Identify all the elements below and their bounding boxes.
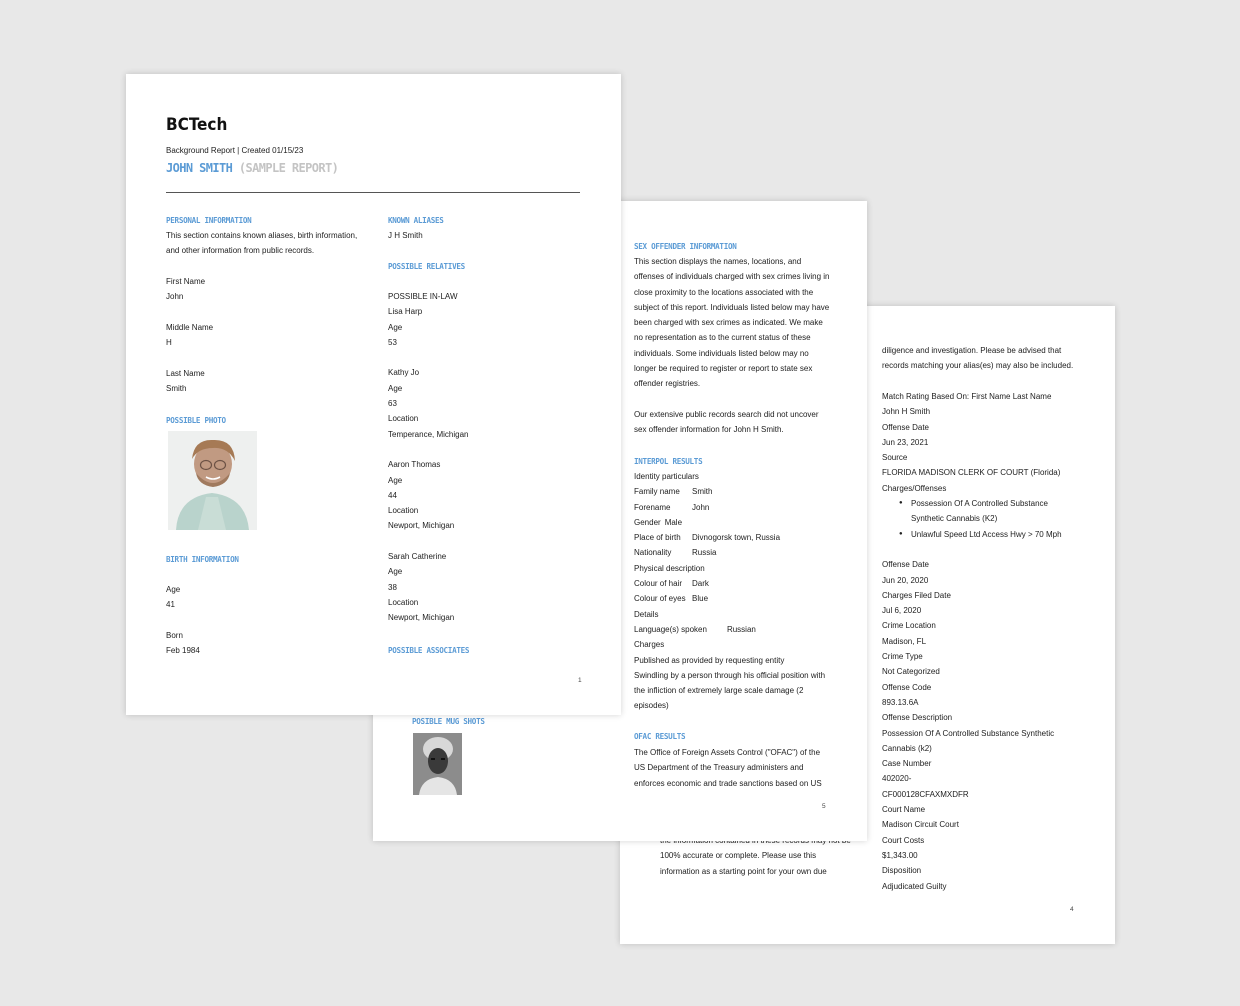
record-line: Madison Circuit Court <box>882 820 959 830</box>
interpol-key: Colour of eyes <box>634 594 686 604</box>
page-number: 5 <box>822 803 826 810</box>
section-heading-ofac: OFAC RESULTS <box>634 732 686 741</box>
interpol-row <box>634 607 825 622</box>
relative-line: Sarah Catherine <box>388 552 447 562</box>
interpol-row <box>634 622 825 637</box>
interpol-row <box>634 500 825 515</box>
sex-offender-line: close proximity to the locations associated with the <box>634 287 814 297</box>
interpol-row <box>634 637 825 652</box>
relatives-list <box>388 289 468 626</box>
interpol-key: Details <box>634 609 659 619</box>
interpol-value: Divnogorsk town, Russia <box>692 533 781 543</box>
page-number: 1 <box>578 677 582 684</box>
field-value: 41 <box>166 600 175 610</box>
page4-intro <box>882 343 1073 374</box>
relative-line <box>388 350 468 365</box>
relative-line: Age <box>388 475 403 485</box>
title-divider <box>166 192 580 193</box>
interpol-value: Russia <box>692 548 717 558</box>
record-line: Charges/Offenses <box>882 483 947 493</box>
sex-offender-line <box>634 392 830 407</box>
relative-line: Age <box>388 322 403 332</box>
personal-line: This section contains known aliases, birth information, <box>166 231 358 240</box>
relative-line: Age <box>388 383 403 393</box>
sex-offender-line: no representation as to the current status of these <box>634 333 811 343</box>
relative-line: 38 <box>388 582 397 592</box>
interpol-key: Published as provided by requesting entity <box>634 655 785 665</box>
interpol-key: Place of birth <box>634 533 681 543</box>
report-subtitle: Background Report | Created 01/15/23 <box>166 146 304 155</box>
relative-line: Newport, Michigan <box>388 521 455 531</box>
sample-label: (SAMPLE REPORT) <box>238 161 339 175</box>
section-heading-mug-shots: POSIBLE MUG SHOTS <box>412 717 485 726</box>
interpol-key: Identity particulars <box>634 472 699 481</box>
interpol-row <box>634 576 825 591</box>
record-line: Synthetic Cannabis (K2) <box>911 514 998 524</box>
page-number: 4 <box>1070 906 1074 913</box>
relative-line: POSSIBLE IN-LAW <box>388 292 458 301</box>
interpol-value: Smith <box>692 487 713 497</box>
interpol-value: Blue <box>692 594 709 604</box>
record-line: Jun 23, 2021 <box>882 437 929 447</box>
section-heading-interpol: INTERPOL RESULTS <box>634 457 703 466</box>
report-page-1 <box>126 74 621 715</box>
brand-logo: BCTech <box>166 115 228 135</box>
field-label: Middle Name <box>166 322 214 332</box>
record-line: Offense Date <box>882 422 929 432</box>
record-line: Offense Date <box>882 560 929 570</box>
relative-line: Newport, Michigan <box>388 613 455 623</box>
section-heading-personal: PERSONAL INFORMATION <box>166 216 252 225</box>
record-line: Offense Code <box>882 682 932 692</box>
interpol-row <box>634 683 825 698</box>
mug-shot-image <box>413 733 462 795</box>
ofac-line: enforces economic and trade sanctions based on US <box>634 778 822 788</box>
record-line: Possession Of A Controlled Substance Synthetic <box>882 728 1055 738</box>
relative-line: Age <box>388 567 403 577</box>
interpol-key: Gender <box>634 517 661 527</box>
section-heading-sex-offender: SEX OFFENDER INFORMATION <box>634 242 737 251</box>
interpol-key: Language(s) spoken <box>634 624 707 634</box>
sex-offender-line: offender registries. <box>634 379 701 389</box>
page4-intro-line: diligence and investigation. Please be advised that <box>882 346 1062 355</box>
report-title <box>166 159 338 177</box>
personal-fields <box>166 274 213 412</box>
field-label: Age <box>166 585 181 594</box>
ofac-line: The Office of Foreign Assets Control ("OFAC") of the <box>634 748 821 757</box>
interpol-results-list <box>634 469 825 714</box>
record-line: Source <box>882 453 908 463</box>
interpol-row <box>634 515 825 530</box>
subject-name: JOHN SMITH <box>166 161 233 175</box>
record-line: Court Name <box>882 805 926 815</box>
sex-offender-line: longer be required to register or report to state sex <box>634 364 813 374</box>
record-line: John H Smith <box>882 407 931 417</box>
interpol-key: Forename <box>634 502 671 512</box>
spacer <box>166 658 200 673</box>
interpol-key: Family name <box>634 487 680 497</box>
relative-line: Temperance, Michigan <box>388 429 469 439</box>
section-heading-birth: BIRTH INFORMATION <box>166 555 239 564</box>
record-line: 402020- <box>882 774 912 784</box>
interpol-key: Nationality <box>634 548 672 558</box>
interpol-value: Dark <box>692 579 709 589</box>
relative-line: Lisa Harp <box>388 307 423 317</box>
possible-photo <box>168 431 257 530</box>
sex-offender-line: Our extensive public records search did not uncover <box>634 409 819 419</box>
sex-offender-line: been charged with sex crimes as indicated. We make <box>634 318 823 328</box>
spacer <box>166 305 213 320</box>
relative-line: 53 <box>388 337 397 347</box>
spacer <box>166 396 213 411</box>
record-line: Match Rating Based On: First Name Last Name <box>882 392 1052 401</box>
section-heading-associates: POSSIBLE ASSOCIATES <box>388 646 470 655</box>
record-line: Crime Type <box>882 652 923 662</box>
person-photo-image <box>168 431 257 530</box>
interpol-row <box>634 668 825 683</box>
sex-offender-line: sex offender information for John H Smith. <box>634 425 784 435</box>
record-line <box>882 542 1062 557</box>
sex-offender-line: This section displays the names, locations, and <box>634 257 802 266</box>
relative-line: 63 <box>388 399 397 409</box>
interpol-row <box>634 698 825 713</box>
personal-line: and other information from public records. <box>166 246 315 256</box>
record-line: Adjudicated Guilty <box>882 881 947 891</box>
relative-line: Location <box>388 414 419 424</box>
field-value: H <box>166 338 172 348</box>
sex-offender-line: subject of this report. Individuals listed below may have <box>634 302 830 312</box>
alias-value: J H Smith <box>388 231 423 240</box>
page4-intro-line: records matching your alias(es) may also be included. <box>882 361 1074 371</box>
record-line: FLORIDA MADISON CLERK OF COURT (Florida) <box>882 468 1061 478</box>
relative-line <box>388 534 468 549</box>
record-line: Court Costs <box>882 835 925 845</box>
sex-offender-line: offenses of individuals charged with sex crimes living in <box>634 272 830 282</box>
record-line: Jul 6, 2020 <box>882 606 922 616</box>
section-heading-aliases: KNOWN ALIASES <box>388 216 444 225</box>
interpol-key: the infliction of extremely large scale damage (2 <box>634 686 804 696</box>
record-line: 893.13.6A <box>882 697 919 707</box>
charge-bullet-item: ● Possession Of A Controlled Substance <box>882 496 1062 511</box>
section-heading-photo: POSSIBLE PHOTO <box>166 416 226 425</box>
field-label: Born <box>166 630 183 640</box>
record-line: Not Categorized <box>882 667 940 677</box>
sex-offender-text <box>634 254 830 438</box>
relative-line: Location <box>388 597 419 607</box>
relative-line <box>388 442 468 457</box>
relative-line: Location <box>388 506 419 516</box>
interpol-value: Male <box>664 517 683 527</box>
field-label: First Name <box>166 277 206 286</box>
spacer <box>166 350 213 365</box>
relative-line: Kathy Jo <box>388 368 420 378</box>
interpol-row <box>634 653 825 668</box>
page4-disclaimer-line: 100% accurate or complete. Please use this <box>660 851 817 861</box>
criminal-records-list <box>882 389 1062 894</box>
ofac-line: US Department of the Treasury administers and <box>634 763 804 773</box>
interpol-key: Charges <box>634 640 665 650</box>
record-line: Cannabis (k2) <box>882 743 932 753</box>
record-line: Case Number <box>882 759 932 769</box>
interpol-row <box>634 561 825 576</box>
interpol-row <box>634 530 825 545</box>
interpol-key: Swindling by a person through his official position with <box>634 670 826 680</box>
field-label: Last Name <box>166 368 205 378</box>
interpol-key: Colour of hair <box>634 579 683 589</box>
interpol-value: Russian <box>726 624 756 634</box>
section-heading-relatives: POSSIBLE RELATIVES <box>388 262 465 271</box>
record-line: Charges Filed Date <box>882 590 951 600</box>
record-line: Jun 20, 2020 <box>882 575 929 585</box>
page4-disclaimer-line: information as a starting point for your own due <box>660 866 827 876</box>
interpol-value: John <box>692 502 710 512</box>
charge-bullet-item: ● Unlawful Speed Ltd Access Hwy > 70 Mph <box>882 527 1062 542</box>
relative-line: Aaron Thomas <box>388 460 441 470</box>
birth-fields <box>166 582 200 674</box>
mug-shot-photo <box>413 733 462 795</box>
interpol-key: Physical description <box>634 563 705 573</box>
personal-text <box>166 228 357 259</box>
ofac-text <box>634 745 822 791</box>
interpol-key: episodes) <box>634 701 669 711</box>
record-line: $1,343.00 <box>882 850 918 860</box>
spacer <box>166 613 200 628</box>
record-line: Disposition <box>882 866 922 876</box>
interpol-row <box>634 545 825 560</box>
field-value: Feb 1984 <box>166 646 200 656</box>
record-line: Madison, FL <box>882 636 927 646</box>
record-line: CF000128CFAXMXDFR <box>882 789 969 799</box>
record-line: Crime Location <box>882 621 936 631</box>
field-value: John <box>166 292 184 302</box>
field-value: Smith <box>166 384 187 394</box>
relative-line: 44 <box>388 490 397 500</box>
interpol-row <box>634 484 825 499</box>
interpol-row <box>634 591 825 606</box>
sex-offender-line: individuals. Some individuals listed below may no <box>634 348 809 358</box>
interpol-row <box>634 469 825 484</box>
record-line: Offense Description <box>882 713 953 723</box>
